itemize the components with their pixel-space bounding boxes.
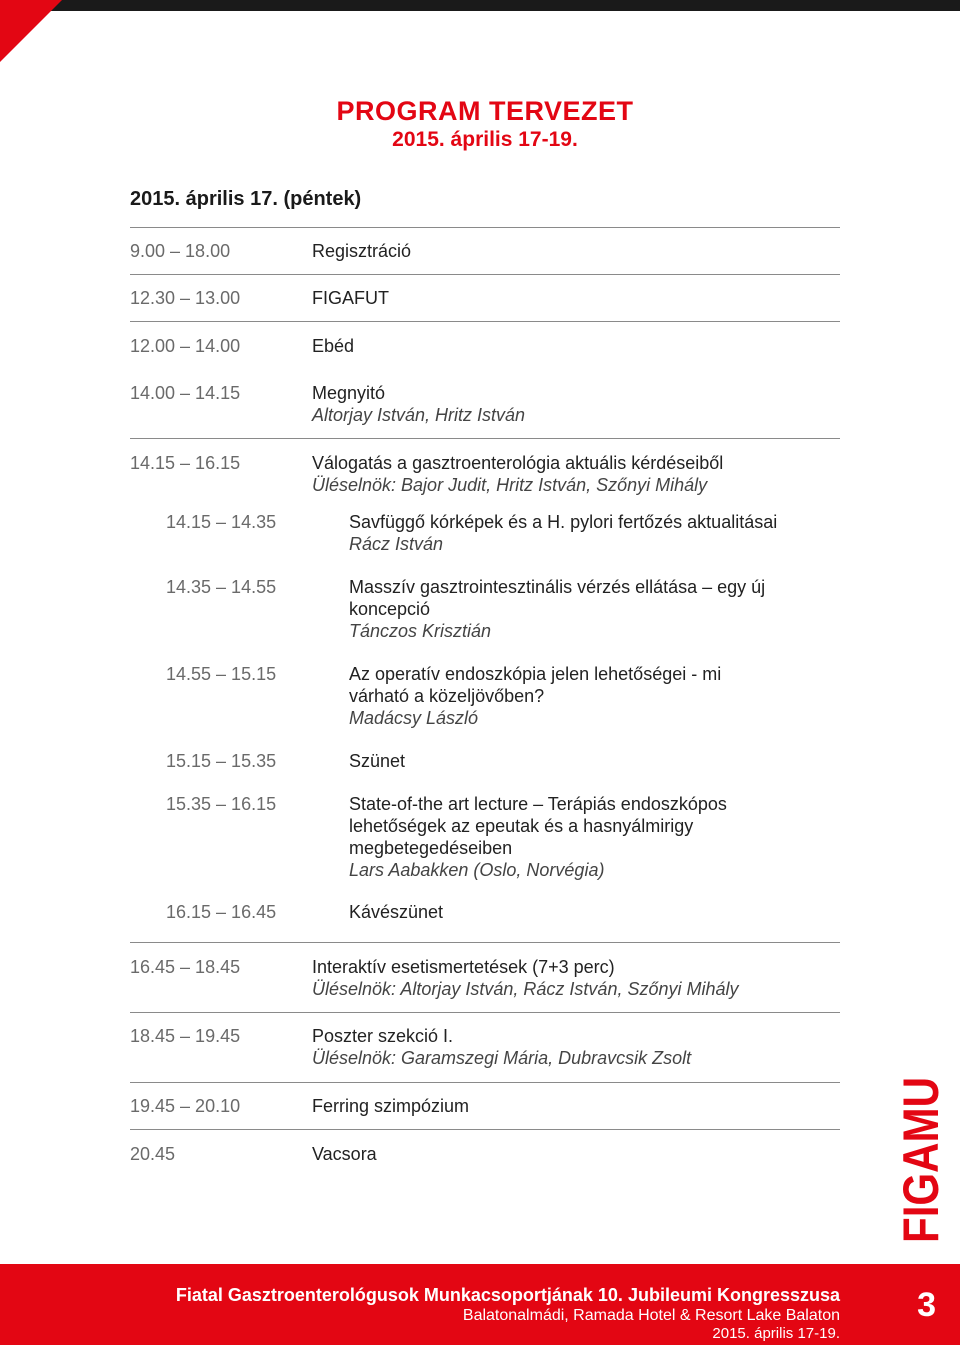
session-title-line: lehetőségek az epeutak és a hasnyálmirigy bbox=[349, 816, 694, 836]
top-bar bbox=[0, 0, 960, 11]
session-title: Kávészünet bbox=[349, 902, 444, 922]
session-time: 19.45 – 20.10 bbox=[130, 1096, 241, 1116]
session-time: 16.45 – 18.45 bbox=[130, 957, 241, 977]
subsession-row bbox=[166, 750, 840, 772]
schedule-row bbox=[130, 382, 840, 426]
schedule-row bbox=[130, 240, 840, 262]
schedule-row bbox=[130, 1095, 840, 1117]
session-speaker: Tánczos Krisztián bbox=[349, 621, 492, 641]
footer-bar bbox=[0, 1264, 960, 1345]
schedule-row bbox=[130, 1025, 840, 1069]
page-title: PROGRAM TERVEZET bbox=[336, 96, 634, 126]
figamu-logo bbox=[893, 1045, 949, 1245]
page-title-block bbox=[0, 95, 960, 153]
session-time: 14.55 – 15.15 bbox=[166, 664, 277, 684]
divider bbox=[130, 321, 840, 322]
session-title-line: Masszív gasztrointesztinális vérzés ellátása – egy új bbox=[349, 577, 766, 597]
session-title: Megnyitó bbox=[312, 383, 386, 403]
session-title: Poszter szekció I. bbox=[312, 1026, 454, 1046]
session-time: 16.15 – 16.45 bbox=[166, 902, 277, 922]
subsession-row bbox=[166, 576, 840, 642]
session-title-line: Az operatív endoszkópia jelen lehetőségei - mi bbox=[349, 664, 722, 684]
subsession-row bbox=[166, 663, 840, 729]
schedule-row bbox=[130, 452, 840, 496]
session-title-line: megbetegedéseiben bbox=[349, 838, 513, 858]
session-title: Szünet bbox=[349, 751, 406, 771]
session-time: 15.15 – 15.35 bbox=[166, 751, 277, 771]
day-heading: 2015. április 17. (péntek) bbox=[130, 188, 362, 210]
logo-text: FIGAMU bbox=[893, 1045, 949, 1243]
session-time: 9.00 – 18.00 bbox=[130, 241, 231, 261]
divider bbox=[130, 1082, 840, 1083]
schedule-row bbox=[130, 1143, 840, 1165]
divider bbox=[130, 1012, 840, 1013]
congress-venue: Balatonalmádi, Ramada Hotel & Resort Lake Balaton bbox=[462, 1307, 840, 1324]
event-dates: 2015. április 17-19. bbox=[392, 128, 578, 151]
session-chairs: Üléselnök: Bajor Judit, Hritz István, Szőnyi Mihály bbox=[312, 475, 708, 495]
schedule-row bbox=[130, 956, 840, 1000]
session-title: Regisztráció bbox=[312, 241, 412, 261]
session-title: Vacsora bbox=[312, 1144, 377, 1164]
session-time: 14.15 – 14.35 bbox=[166, 512, 277, 532]
session-title: Interaktív esetismertetések (7+3 perc) bbox=[312, 957, 615, 977]
subsession-row bbox=[166, 901, 840, 923]
session-time: 12.30 – 13.00 bbox=[130, 288, 241, 308]
session-speaker: Madácsy László bbox=[349, 708, 479, 728]
session-speaker: Lars Aabakken (Oslo, Norvégia) bbox=[349, 860, 605, 880]
session-chairs: Üléselnök: Garamszegi Mária, Dubravcsik Zsolt bbox=[312, 1048, 692, 1068]
session-title: FIGAFUT bbox=[312, 288, 389, 308]
subsession-row bbox=[166, 793, 840, 881]
session-title: Ferring szimpózium bbox=[312, 1096, 470, 1116]
session-time: 12.00 – 14.00 bbox=[130, 336, 241, 356]
session-time: 14.35 – 14.55 bbox=[166, 577, 277, 597]
schedule-row bbox=[130, 287, 840, 309]
session-speakers: Altorjay István, Hritz István bbox=[312, 405, 526, 425]
divider bbox=[130, 1129, 840, 1130]
session-title: Ebéd bbox=[312, 336, 355, 356]
session-time: 18.45 – 19.45 bbox=[130, 1026, 241, 1046]
divider bbox=[130, 438, 840, 439]
session-chairs: Üléselnök: Altorjay István, Rácz István, Szőnyi Mihály bbox=[312, 979, 739, 999]
divider bbox=[130, 942, 840, 943]
session-time: 14.00 – 14.15 bbox=[130, 383, 241, 403]
session-title-line: koncepció bbox=[349, 599, 431, 619]
session-time: 20.45 bbox=[130, 1144, 176, 1164]
session-title-line: State-of-the art lecture – Terápiás endoszkópos bbox=[349, 794, 727, 814]
congress-dates: 2015. április 17-19. bbox=[712, 1325, 840, 1342]
subsession-row bbox=[166, 511, 840, 555]
session-title: Savfüggő kórképek és a H. pylori fertőzés aktualitásai bbox=[349, 512, 778, 532]
congress-name: Fiatal Gasztroenterológusok Munkacsoportjának 10. Jubileumi Kongresszusa bbox=[175, 1285, 840, 1305]
session-title: Válogatás a gasztroenterológia aktuális kérdéseiből bbox=[312, 453, 724, 473]
session-speaker: Rácz István bbox=[349, 534, 444, 554]
divider bbox=[130, 227, 840, 228]
page-number: 3 bbox=[917, 1286, 936, 1324]
session-time: 15.35 – 16.15 bbox=[166, 794, 277, 814]
session-title-line: várható a közeljövőben? bbox=[349, 686, 545, 706]
divider bbox=[130, 274, 840, 275]
schedule-row bbox=[130, 335, 840, 357]
session-time: 14.15 – 16.15 bbox=[130, 453, 241, 473]
corner-decoration bbox=[0, 0, 62, 62]
